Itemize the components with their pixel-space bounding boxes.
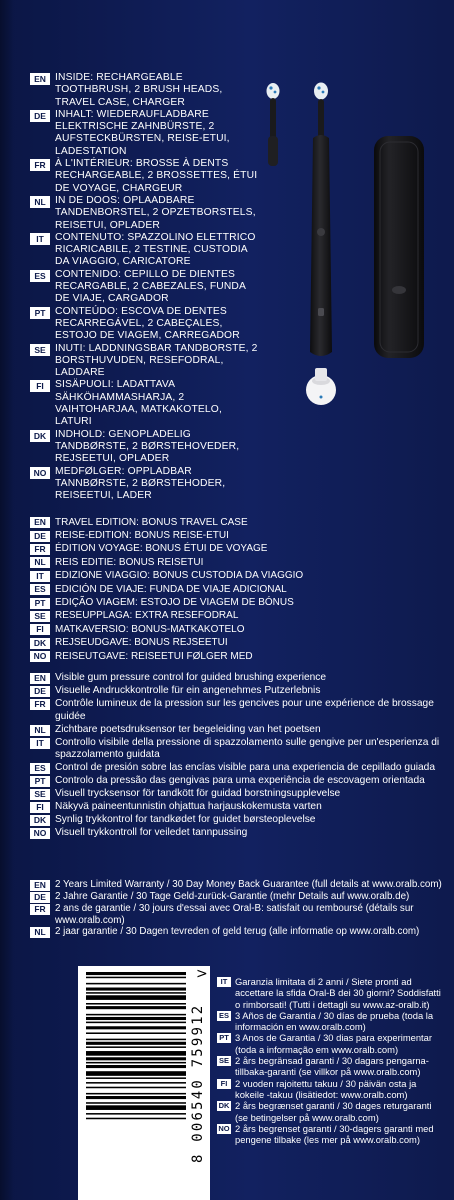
barcode-bar — [86, 1017, 186, 1020]
language-badge: FI — [217, 1079, 231, 1089]
barcode-bar — [86, 983, 186, 985]
language-badge: DK — [30, 638, 50, 649]
barcode-digits: 8 006540 759912 — [190, 1003, 206, 1163]
travel-item-dk — [30, 637, 430, 650]
warranty-text: 2 ans de garantie / 30 jours d'essai avec Oral-B: satisfait ou remboursé (détails sur www.oralb.com) — [55, 903, 414, 926]
barcode-quiet-zone-mark: > — [196, 966, 208, 982]
language-badge: NO — [30, 651, 50, 662]
travel-text: EDIÇÃO VIAGEM: ESTOJO DE VIAGEM DE BÓNUS — [55, 597, 294, 609]
travel-text: EDICIÓN DE VIAJE: FUNDA DE VIAJE ADICIONAL — [55, 583, 287, 595]
language-badge: FR — [30, 544, 50, 555]
travel-text: REIS EDITIE: BONUS REISETUI — [55, 556, 204, 568]
language-badge: PT — [30, 598, 50, 609]
ean-barcode — [78, 966, 210, 1200]
contents-item-de — [30, 109, 258, 158]
travel-item-it — [30, 570, 430, 583]
language-badge: NO — [30, 828, 50, 839]
travel-case-icon — [374, 136, 424, 358]
warranty-text: 2 vuoden rajoitettu takuu / 30 päivän osta ja kokeile -takuu (lisätiedot: www.oralb.com) — [235, 1077, 417, 1100]
travel-item-se — [30, 610, 430, 623]
contents-text: CONTEÚDO: ESCOVA DE DENTES RECARREGÁVEL, 2 CABEÇALES, ESTOJO DE VIAGEM, CARREGADOR — [55, 305, 240, 342]
language-badge: FI — [30, 802, 50, 813]
barcode-bar — [86, 995, 186, 1000]
barcode-bar — [86, 988, 186, 991]
language-badge: NL — [30, 557, 50, 568]
pressure-text: Visuell trycksensor för tandkött för guidad borstningsupplevelse — [55, 788, 341, 800]
pressure-text: Zichtbare poetsdruksensor ter begeleiding van het poetsen — [55, 723, 321, 735]
warranty-item-es — [217, 1010, 445, 1033]
pressure-text: Control de presión sobre las encías visible para una experiencia de cepillado guiada — [55, 762, 436, 774]
travel-text: REISE-EDITION: BONUS REISE-ETUI — [55, 530, 229, 542]
barcode-bar — [86, 1105, 186, 1110]
barcode-bar — [86, 1046, 186, 1048]
language-badge: EN — [30, 673, 50, 684]
travel-edition-list — [30, 516, 430, 663]
language-badge: SE — [218, 1056, 229, 1066]
language-badge: DK — [30, 815, 50, 826]
language-badge: DK — [30, 430, 50, 442]
travel-text: EDIZIONE VIAGGIO: BONUS CUSTODIA DA VIAGGIO — [55, 570, 304, 582]
pressure-item-nl — [30, 724, 442, 737]
contents-item-no — [30, 466, 258, 503]
warranty-item-it — [217, 976, 445, 1010]
pressure-item-es — [30, 762, 442, 775]
contents-list — [30, 72, 258, 502]
travel-item-de — [30, 529, 430, 542]
language-badge: NL — [30, 196, 50, 208]
barcode-bar — [86, 992, 186, 994]
language-badge: IT — [30, 571, 50, 582]
warranty-item-nl — [30, 926, 444, 938]
travel-text: ÉDITION VOYAGE: BONUS ÉTUI DE VOYAGE — [55, 543, 268, 555]
contents-text: INSIDE: RECHARGEABLE TOOTHBRUSH, 2 BRUSH HEADS, TRAVEL CASE, CHARGER — [55, 72, 223, 108]
barcode-bar — [86, 1082, 186, 1084]
barcode-bar — [86, 1087, 186, 1089]
warranty-item-fi — [217, 1078, 445, 1101]
pressure-item-en — [30, 672, 442, 685]
language-badge: EN — [30, 880, 50, 891]
barcode-bar — [86, 1065, 186, 1068]
barcode-bar — [86, 1022, 186, 1024]
product-illustration — [258, 72, 454, 422]
warranty-text: 2 års begränsad garanti / 30 dagars pengarna-tillbaka-garanti (se villkor på www.oralb.com) — [235, 1055, 429, 1078]
language-badge: NO — [218, 1123, 230, 1133]
barcode-bar — [86, 1077, 186, 1079]
warranty-item-fr — [30, 903, 444, 926]
warranty-item-en — [30, 879, 444, 891]
language-badge: EN — [30, 73, 50, 85]
warranty-list-right — [217, 976, 445, 1145]
warranty-list-top — [30, 879, 444, 938]
language-badge: FR — [30, 159, 50, 171]
travel-text: TRAVEL EDITION: BONUS TRAVEL CASE — [55, 516, 248, 528]
language-badge: DE — [30, 531, 50, 542]
barcode-bar — [86, 1006, 186, 1009]
warranty-item-de — [30, 891, 444, 903]
travel-item-nl — [30, 556, 430, 569]
pressure-control-list — [30, 672, 442, 840]
language-badge: EN — [30, 517, 50, 528]
language-badge: FI — [30, 380, 50, 392]
barcode-bar — [86, 1051, 186, 1056]
barcode-bar — [86, 1014, 186, 1016]
language-badge: ES — [30, 763, 50, 774]
contents-item-es — [30, 269, 258, 306]
travel-item-fr — [30, 543, 430, 556]
travel-item-fi — [30, 623, 430, 636]
language-badge: DE — [30, 110, 50, 122]
travel-item-no — [30, 650, 430, 663]
contents-text: SISÄPUOLI: LADATTAVA SÄHKÖHAMMASHARJA, 2 VAIHTOHARJAA, MATKAKOTELO, LATURI — [55, 379, 222, 428]
language-badge: PT — [30, 776, 50, 787]
pressure-item-no — [30, 827, 442, 840]
contents-text: À L'INTÉRIEUR: BROSSE À DENTS RECHARGEABLE, 2 BROSSETTES, ÉTUI DE VOYAGE, CHARGEUR — [55, 158, 258, 194]
pressure-text: Visuell trykkontroll for veiledet tannpussing — [55, 826, 248, 838]
barcode-bar — [86, 1042, 186, 1045]
contents-text: INUTI: LADDNINGSBAR TANDBORSTE, 2 BORSTHUVUDEN, RESEFODRAL, LADDARE — [55, 342, 258, 379]
language-badge: DE — [30, 892, 50, 903]
pressure-text: Visuelle Andruckkontrolle für ein angenehmes Putzerlebnis — [55, 684, 321, 696]
barcode-bar — [86, 1096, 186, 1099]
contents-item-en — [30, 72, 258, 109]
pressure-item-it — [30, 737, 442, 763]
language-badge: PT — [217, 1033, 231, 1043]
barcode-bar — [86, 1039, 186, 1041]
pressure-item-dk — [30, 814, 442, 827]
contents-item-it — [30, 232, 258, 269]
spare-brush-head-icon — [267, 83, 280, 166]
contents-text: MEDFØLGER: OPPLADBAR TANNBØRSTE, 2 BØRSTEHODER, REISEETUI, LADER — [55, 465, 226, 502]
barcode-bar — [86, 1113, 186, 1115]
warranty-text: Garanzia limitata di 2 anni / Siete pronti ad accettare la sfida Oral-B dei 30 giorni? Soddisfatti o rimborsati! (Tutti i dettagli su www.az-oralb.it) — [235, 976, 441, 1010]
barcode-bar — [86, 1057, 186, 1060]
travel-item-en — [30, 516, 430, 529]
barcode-bar — [86, 977, 186, 979]
pressure-text: Visible gum pressure control for guided brushing experience — [55, 672, 327, 683]
language-badge: IT — [217, 977, 231, 987]
barcode-bar — [86, 1118, 186, 1120]
barcode-bar — [86, 1003, 186, 1005]
language-badge: DK — [218, 1101, 230, 1111]
language-badge: ES — [30, 584, 50, 595]
barcode-bar — [86, 1093, 186, 1095]
warranty-item-dk — [217, 1100, 445, 1123]
pressure-item-de — [30, 685, 442, 698]
contents-text: CONTENIDO: CEPILLO DE DIENTES RECARGABLE, 2 CABEZALES, FUNDA DE VIAJE, CARGADOR — [55, 268, 246, 305]
language-badge: NO — [30, 467, 50, 479]
contents-item-dk — [30, 429, 258, 466]
charger-icon — [306, 368, 336, 405]
language-badge: NL — [30, 725, 50, 736]
barcode-bar — [86, 1062, 186, 1064]
pressure-text: Synlig trykkontrol for tandkødet for guidet børsteoplevelse — [55, 813, 316, 825]
contents-item-fr — [30, 158, 258, 195]
pressure-text: Controlo da pressão das gengivas para uma experiência de escovagem orientada — [55, 775, 425, 787]
contents-text: IN DE DOOS: OPLAADBARE TANDENBORSTEL, 2 OPZETBORSTELS, REISETUI, OPLADER — [55, 194, 256, 231]
barcode-bar — [86, 1032, 186, 1034]
contents-item-pt — [30, 306, 258, 343]
language-badge: PT — [30, 307, 50, 319]
language-badge: FI — [30, 624, 50, 635]
warranty-item-pt — [217, 1032, 445, 1055]
language-badge: SE — [30, 611, 50, 622]
barcode-bar — [86, 1026, 186, 1029]
travel-text: REJSEUDGAVE: BONUS REJSEETUI — [55, 637, 228, 649]
contents-item-nl — [30, 195, 258, 232]
warranty-text: 2 jaar garantie / 30 Dagen tevreden of geld terug (alle informatie op www.oralb.com) — [55, 926, 420, 938]
contents-item-se — [30, 343, 258, 380]
language-badge: SE — [30, 344, 50, 356]
toothbrush-icon — [310, 83, 332, 357]
warranty-text: 2 års begrænset garanti / 30 dages returgaranti (se betingelser på www.oralb.com) — [235, 1100, 432, 1123]
pressure-item-fi — [30, 801, 442, 814]
travel-item-es — [30, 583, 430, 596]
language-badge: FR — [30, 904, 50, 915]
pressure-item-se — [30, 788, 442, 801]
language-badge: NL — [30, 927, 50, 938]
pressure-item-fr — [30, 698, 442, 724]
travel-text: MATKAVERSIO: BONUS-MATKAKOTELO — [55, 623, 245, 635]
language-badge: IT — [30, 233, 50, 245]
pressure-item-pt — [30, 775, 442, 788]
pressure-text: Controllo visibile della pressione di spazzolamento sulle gengive per un'esperienza di spazzolamento guidata — [55, 736, 440, 761]
language-badge: FR — [30, 699, 50, 710]
warranty-text: 3 Anos de Garantia / 30 dias para experimentar (toda a informação em www.oralb.com) — [235, 1032, 432, 1055]
warranty-text: 3 Años de Garantía / 30 días de prueba (toda la información en www.oralb.com) — [235, 1009, 434, 1033]
language-badge: SE — [30, 789, 50, 800]
travel-text: RESEUPPLAGA: EXTRA RESEFODRAL — [55, 610, 239, 622]
travel-text: REISEUTGAVE: REISEETUI FØLGER MED — [55, 650, 253, 662]
travel-item-pt — [30, 596, 430, 609]
warranty-text: 2 års begrenset garanti / 30-dagers garanti med pengene tilbake (les mer på www.oralb.com) — [235, 1122, 434, 1146]
warranty-item-se — [217, 1055, 445, 1078]
contents-text: CONTENUTO: SPAZZOLINO ELETTRICO RICARICABILE, 2 TESTINE, CUSTODIA DA VIAGGIO, CARICATORE — [55, 231, 256, 268]
language-badge: IT — [30, 738, 50, 749]
language-badge: DE — [30, 686, 50, 697]
barcode-bar — [86, 972, 186, 975]
warranty-text: 2 Years Limited Warranty / 30 Day Money Back Guarantee (full details at www.oralb.com) — [55, 879, 442, 890]
contents-text: INHALT: WIEDERAUFLADBARE ELEKTRISCHE ZAHNBÜRSTE, 2 AUFSTECKBÜRSTEN, REISE-ETUI, LADESTATION — [55, 108, 230, 157]
language-badge: ES — [218, 1010, 229, 1020]
warranty-text: 2 Jahre Garantie / 30 Tage Geld-zurück-Garantie (mehr Details auf www.oralb.de) — [55, 891, 410, 902]
barcode-bars — [78, 966, 190, 1200]
language-badge: ES — [30, 270, 50, 282]
pressure-text: Contrôle lumineux de la pression sur les gencives pour une expérience de brossage guidée — [55, 697, 434, 722]
barcode-bar — [86, 1102, 186, 1104]
barcode-bar — [86, 1071, 186, 1076]
contents-text: INDHOLD: GENOPLADELIG TANDBØRSTE, 2 BØRSTEHOVEDER, REJSEETUI, OPLADER — [55, 428, 240, 465]
contents-item-fi — [30, 379, 258, 428]
pressure-text: Näkyvä paineentunnistin ohjattua harjauskokemusta varten — [55, 801, 322, 813]
warranty-item-no — [217, 1123, 445, 1146]
